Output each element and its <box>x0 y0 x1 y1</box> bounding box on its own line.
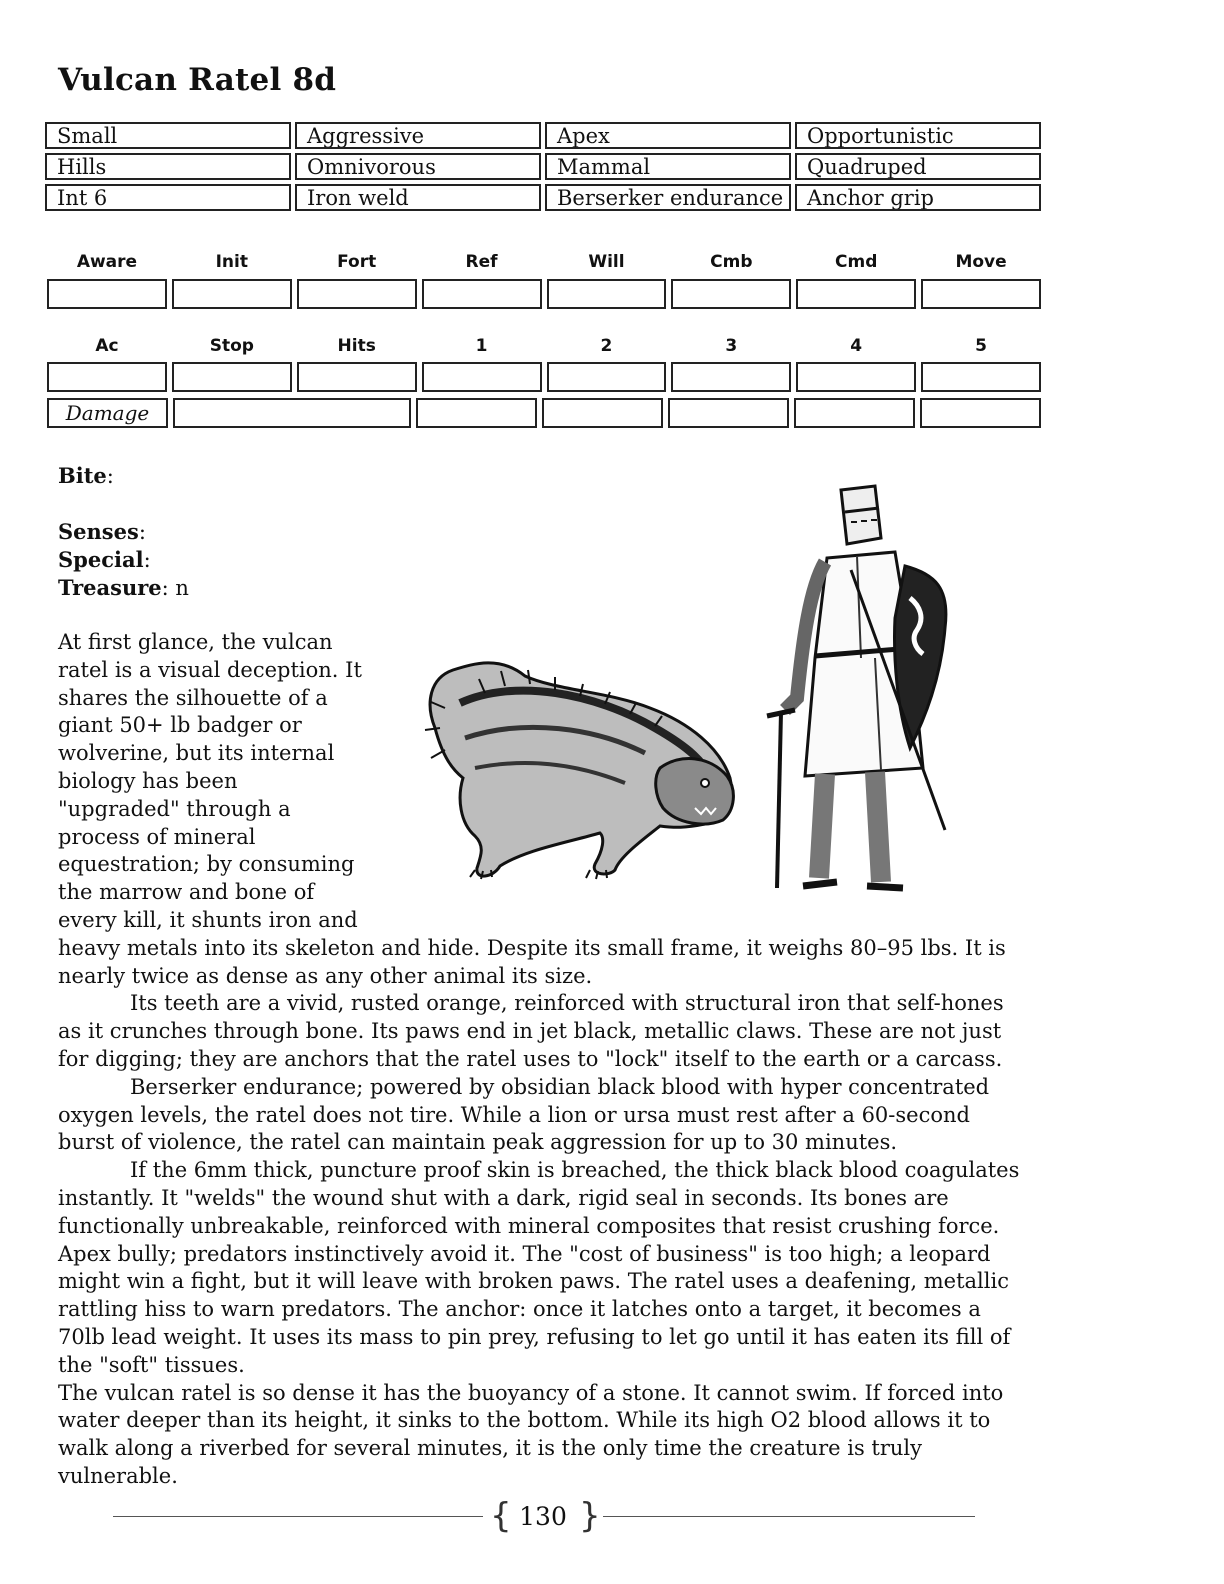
stat-value-box[interactable] <box>422 362 542 392</box>
trait-temperament: Aggressive <box>295 122 541 149</box>
stat-label: 2 <box>600 336 613 356</box>
stat-label: Move <box>955 252 1007 272</box>
trait-ability-1: Iron weld <box>295 184 541 211</box>
treasure-value: n <box>175 576 189 600</box>
stat-boxes-row-2 <box>47 362 1041 392</box>
stat-value-box[interactable] <box>921 279 1041 309</box>
stat-label: Cmd <box>835 252 878 272</box>
damage-label: Damage <box>47 398 168 428</box>
stat-value-box[interactable] <box>422 279 542 309</box>
stat-value-box[interactable] <box>796 279 916 309</box>
trait-size: Small <box>45 122 291 149</box>
stat-value-box[interactable] <box>47 362 167 392</box>
trait-terrain: Hills <box>45 153 291 180</box>
description-paragraph: The vulcan ratel is so dense it has the buoyancy of a stone. It cannot swim. If forced into water deeper than its height, it sinks to the bottom. While its high O2 blood allows it to walk along a riverbed for several minutes, it is the only time the creature is truly vulnerable. <box>58 1380 1004 1488</box>
page-number: 130 <box>519 1502 567 1531</box>
description-paragraph: Berserker endurance; powered by obsidian black blood with hyper concentrated oxygen levels, the ratel does not tire. While a lion or ursa must rest after a 60-second burst of violence, the ratel can maintain peak aggression for up to 30 minutes. <box>58 1074 990 1155</box>
damage-value-box[interactable] <box>416 398 537 428</box>
stat-value-box[interactable] <box>671 362 791 392</box>
senses-line: Senses: <box>58 519 146 544</box>
senses-label: Senses <box>58 519 139 544</box>
stat-value-box[interactable] <box>297 279 417 309</box>
stat-label: 3 <box>725 336 738 356</box>
trait-behavior: Opportunistic <box>795 122 1041 149</box>
stat-value-box[interactable] <box>796 362 916 392</box>
trait-rank: Apex <box>545 122 791 149</box>
footer-rule-right <box>603 1516 975 1517</box>
trait-grid <box>45 122 1041 211</box>
stat-boxes-row-1 <box>47 279 1041 309</box>
stat-label: 5 <box>975 336 987 356</box>
special-line: Special: <box>58 547 151 572</box>
damage-value-box[interactable] <box>668 398 789 428</box>
stat-label: Fort <box>337 252 377 272</box>
right-brace-icon: } <box>579 1496 601 1536</box>
stat-value-box[interactable] <box>547 279 667 309</box>
stat-value-box[interactable] <box>297 362 417 392</box>
left-brace-icon: { <box>490 1496 512 1536</box>
stat-labels-row-1 <box>47 252 1041 272</box>
damage-value-box[interactable] <box>920 398 1041 428</box>
trait-ability-2: Berserker endurance <box>545 184 791 211</box>
damage-value-box[interactable] <box>173 398 411 428</box>
stat-value-box[interactable] <box>547 362 667 392</box>
stat-value-box[interactable] <box>671 279 791 309</box>
bite-line: Bite: <box>58 463 114 488</box>
stat-value-box[interactable] <box>172 362 292 392</box>
trait-intelligence: Int 6 <box>45 184 291 211</box>
bite-label: Bite <box>58 463 107 488</box>
stat-label: Ref <box>465 252 498 272</box>
description-paragraph: Its teeth are a vivid, rusted orange, reinforced with structural iron that self-hones as it crunches through bone. Its paws end in jet black, metallic claws. These are not just for digging; they are anchors that the ratel uses to "lock" itself to the earth or a carcass. <box>58 991 1004 1071</box>
description <box>58 629 1030 1491</box>
trait-class: Mammal <box>545 153 791 180</box>
page-footer <box>113 1494 975 1540</box>
damage-value-box[interactable] <box>794 398 915 428</box>
stat-label: Will <box>588 252 625 272</box>
description-paragraph: At first glance, the vulcan ratel is a visual deception. It shares the silhouette of a giant 50+ lb badger or wolverine, but its internal biology has been "upgraded" through a process of mineral equestration; by consuming the marrow and bone of every kill, it shunts iron and heavy metals into its skeleton and hide. Despite its small frame, it weighs 80–95 lbs. It is nearly twice as dense as any other animal its size. <box>58 630 1006 988</box>
special-label: Special <box>58 547 144 572</box>
trait-ability-3: Anchor grip <box>795 184 1041 211</box>
stat-value-box[interactable] <box>921 362 1041 392</box>
stat-label: 1 <box>475 336 488 356</box>
stat-label: Init <box>215 252 248 272</box>
damage-row <box>47 398 1041 428</box>
stat-value-box[interactable] <box>172 279 292 309</box>
trait-diet: Omnivorous <box>295 153 541 180</box>
stat-label: Hits <box>337 336 376 356</box>
stat-value-box[interactable] <box>47 279 167 309</box>
stat-label: 4 <box>850 336 863 356</box>
stat-label: Ac <box>95 336 119 356</box>
damage-value-box[interactable] <box>542 398 663 428</box>
stat-label: Aware <box>76 252 138 272</box>
page-title: Vulcan Ratel 8d <box>58 62 337 98</box>
stat-label: Stop <box>209 336 254 356</box>
description-paragraph: If the 6mm thick, puncture proof skin is breached, the thick black blood coagulates instantly. It "welds" the wound shut with a dark, rigid seal in seconds. Its bones are functionally unbreakable, reinforced with mineral composites that resist crushing force. Apex bully; predators instinctively avoid it. The "cost of business" is too high; a leopard might win a fight, but it will leave with broken paws. The ratel uses a deafening, metallic rattling hiss to warn predators. The anchor: once it latches onto a target, it becomes a 70lb lead weight. It uses its mass to pin prey, refusing to let go until it has eaten its fill of the "soft" tissues. <box>58 1158 1020 1377</box>
stat-label: Cmb <box>710 252 753 272</box>
stat-labels-row-2 <box>47 336 1041 356</box>
footer-rule-left <box>113 1516 483 1517</box>
treasure-line: Treasure: n <box>58 575 189 600</box>
trait-body: Quadruped <box>795 153 1041 180</box>
treasure-label: Treasure <box>58 575 162 600</box>
